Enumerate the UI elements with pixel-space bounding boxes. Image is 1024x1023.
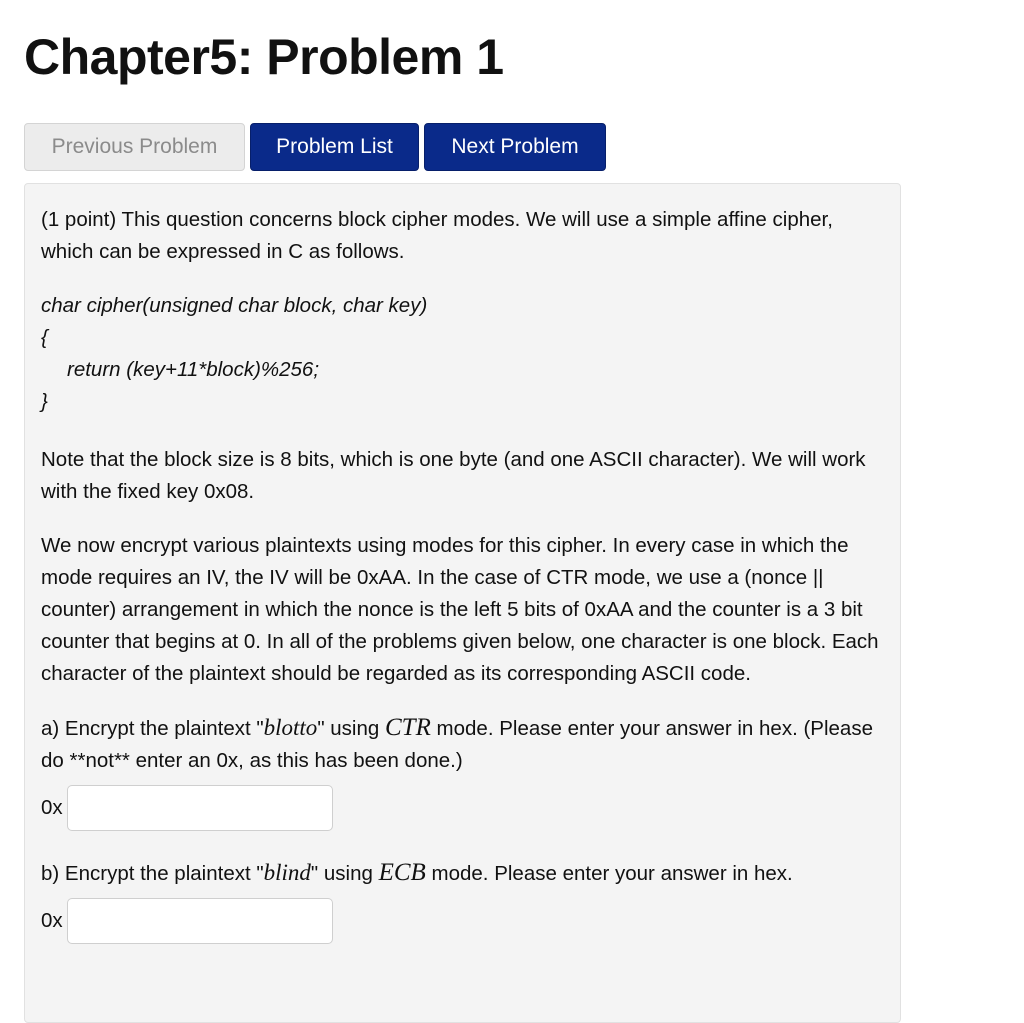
- question-b-plaintext: blind: [263, 860, 311, 885]
- answer-b-prefix: 0x: [41, 909, 63, 932]
- answer-b-input[interactable]: [67, 898, 333, 944]
- problem-note: Note that the block size is 8 bits, which is one byte (and one ASCII character). We will work with the fixed key 0x08.: [41, 448, 866, 503]
- page-title: Chapter5: Problem 1: [24, 29, 504, 85]
- question-a-prefix: a) Encrypt the plaintext ": [41, 717, 264, 740]
- problem-list-button[interactable]: Problem List: [250, 123, 419, 171]
- question-b-mode: ECB: [378, 859, 426, 886]
- problem-body: [24, 183, 901, 1023]
- question-b-mid: " using: [310, 862, 379, 885]
- code-snippet: [41, 290, 884, 418]
- next-problem-button[interactable]: Next Problem: [424, 123, 606, 171]
- answer-a-input[interactable]: [67, 785, 333, 831]
- previous-problem-button[interactable]: Previous Problem: [24, 123, 245, 171]
- question-a-text: [41, 712, 884, 777]
- answer-b-row: [41, 898, 884, 944]
- problem-intro: (1 point) This question concerns block cipher modes. We will use a simple affine cipher, which can be expressed in C as follows.: [41, 208, 833, 263]
- question-a-suffix: mode. Please enter your answer in hex. (Please do **not** enter an 0x, as this has been done.): [41, 717, 873, 772]
- problem-description: We now encrypt various plaintexts using modes for this cipher. In every case in which the mode requires an IV, the IV will be 0xAA. In the case of CTR mode, we use a (nonce || counter) arrangement in which the nonce is the left 5 bits of 0xAA and the counter is a 3 bit counter that begins at 0. In all of the problems given below, one character is one block. Each character of the plaintext should be regarded as its corresponding ASCII code.: [41, 534, 879, 685]
- question-b-suffix: mode. Please enter your answer in hex.: [425, 862, 793, 885]
- answer-a-row: [41, 785, 884, 831]
- question-b-prefix: b) Encrypt the plaintext ": [41, 862, 264, 885]
- answer-a-prefix: 0x: [41, 796, 63, 819]
- code-line-return: return (key+11*block)%256;: [67, 358, 320, 381]
- code-line-close-brace: }: [41, 390, 48, 413]
- problem-navigation: [24, 123, 606, 171]
- question-b-text: [41, 857, 884, 890]
- code-line-signature: char cipher(unsigned char block, char key): [41, 294, 428, 317]
- question-a-mode: CTR: [385, 714, 431, 741]
- question-a-mid: " using: [317, 717, 385, 740]
- code-line-open-brace: {: [41, 326, 48, 349]
- question-a-plaintext: blotto: [263, 715, 318, 740]
